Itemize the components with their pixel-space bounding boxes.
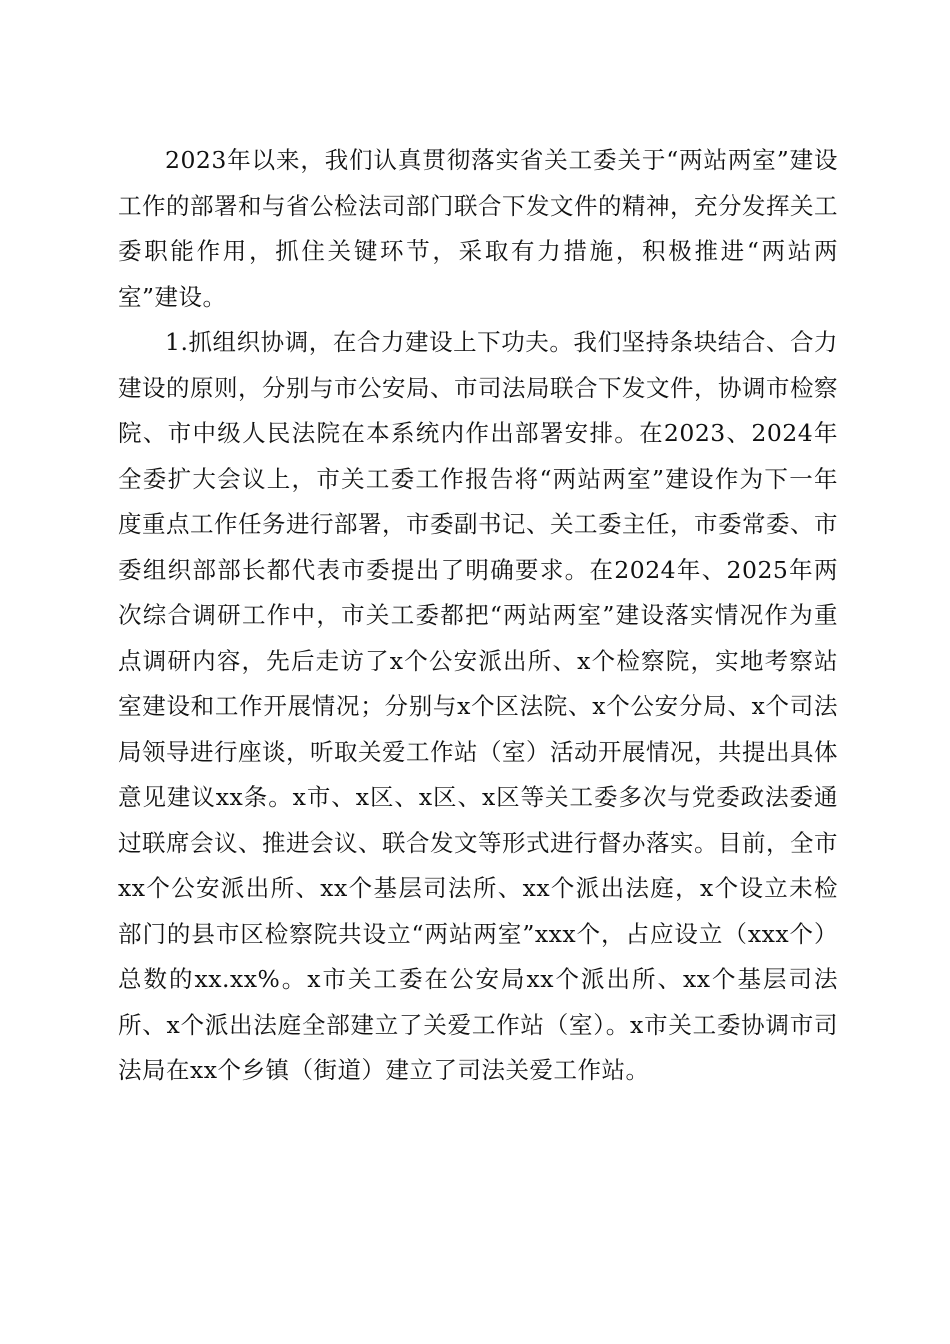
intro-paragraph: 2023年以来，我们认真贯彻落实省关工委关于“两站两室”建设工作的部署和与省公检法司部门联合下发文件的精神，充分发挥关工委职能作用，抓住关键环节，采取有力措施，积极推进“两站两室”建设。 — [118, 146, 838, 311]
section-1-paragraph: 1.抓组织协调，在合力建设上下功夫。我们坚持条块结合、合力建设的原则，分别与市公安局、市司法局联合下发文件，协调市检察院、市中级人民法院在本系统内作出部署安排。在2023、2024年全委扩大会议上，市关工委工作报告将“两站两室”建设作为下一年度重点工作任务进行部署，市委副书记、关工委主任，市委常委、市委组织部部长都代表市委提出了明确要求。在2024年、2025年两次综合调研工作中，市关工委都把“两站两室”建设落实情况作为重点调研内容，先后走访了x个公安派出所、x个检察院，实地考察站室建设和工作开展情况；分别与x个区法院、x个公安分局、x个司法局领导进行座谈，听取关爱工作站（室）活动开展情况，共提出具体意见建议xx条。x市、x区、x区、x区等关工委多次与党委政法委通过联席会议、推进会议、联合发文等形式进行督办落实。目前，全市xx个公安派出所、xx个基层司法所、xx个派出法庭，x个设立未检部门的县市区检察院共设立“两站两室”xxx个，占应设立（xxx个）总数的xx.xx%。x市关工委在公安局xx个派出所、xx个基层司法所、x个派出法庭全部建立了关爱工作站（室）。x市关工委协调市司法局在xx个乡镇（街道）建立了司法关爱工作站。 — [118, 328, 838, 1084]
document-body — [118, 138, 838, 1094]
